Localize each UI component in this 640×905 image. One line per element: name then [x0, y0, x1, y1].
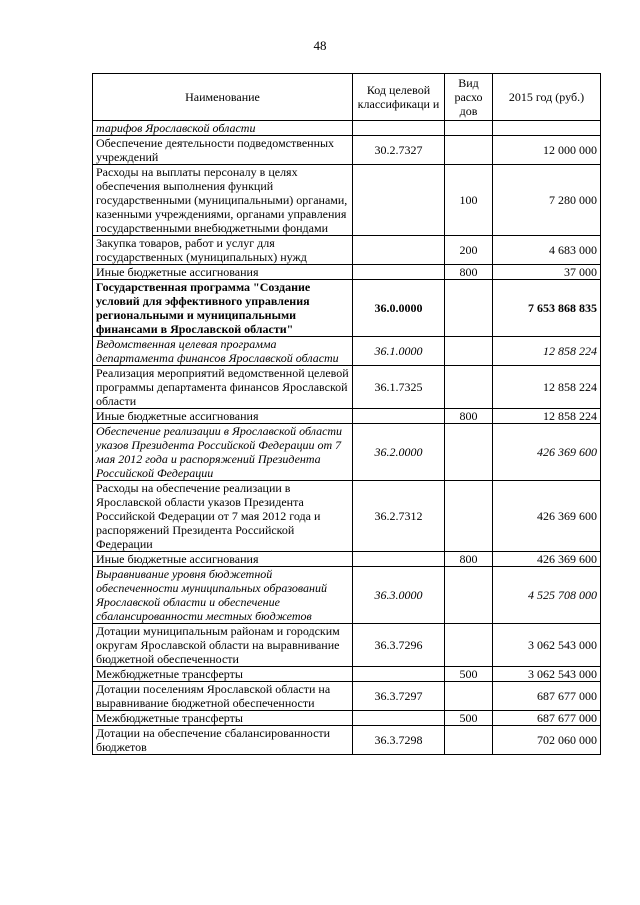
row-code-cell: 36.2.7312 — [353, 481, 445, 552]
page-number: 48 — [313, 38, 327, 53]
table-row — [93, 165, 601, 236]
row-sum-cell: 702 060 000 — [493, 726, 601, 755]
row-type-cell: 500 — [445, 711, 493, 726]
row-sum-cell: 12 000 000 — [493, 136, 601, 165]
table-row — [93, 682, 601, 711]
row-type-cell — [445, 121, 493, 136]
row-type-cell — [445, 366, 493, 409]
row-name-cell: Иные бюджетные ассигнования — [93, 552, 353, 567]
table-row — [93, 424, 601, 481]
table-row — [93, 726, 601, 755]
table-row — [93, 711, 601, 726]
table-row — [93, 409, 601, 424]
row-name-cell: Государственная программа "Создание условий для эффективного управления региональными и муниципальными финансами в Ярославской области" — [93, 280, 353, 337]
row-type-cell — [445, 424, 493, 481]
row-name-cell: тарифов Ярославской области — [93, 121, 353, 136]
row-type-cell: 100 — [445, 165, 493, 236]
row-type-cell — [445, 567, 493, 624]
row-name-cell: Дотации муниципальным районам и городским округам Ярославской области на выравнивание бюджетной обеспеченности — [93, 624, 353, 667]
row-name-cell: Закупка товаров, работ и услуг для государственных (муниципальных) нужд — [93, 236, 353, 265]
row-code-cell: 36.1.0000 — [353, 337, 445, 366]
row-code-cell: 36.3.7298 — [353, 726, 445, 755]
row-code-cell: 36.0.0000 — [353, 280, 445, 337]
row-type-cell: 500 — [445, 667, 493, 682]
table-row — [93, 567, 601, 624]
row-type-cell: 800 — [445, 265, 493, 280]
table-header-row — [93, 74, 601, 121]
row-name-cell: Расходы на выплаты персоналу в целях обеспечения выполнения функций государственными (муниципальными) органами, казенными учреждениями, органами управления государственными внебюджетными фондами — [93, 165, 353, 236]
row-sum-cell: 7 653 868 835 — [493, 280, 601, 337]
row-type-cell — [445, 726, 493, 755]
row-name-cell: Дотации на обеспечение сбалансированности бюджетов — [93, 726, 353, 755]
row-sum-cell: 426 369 600 — [493, 481, 601, 552]
row-sum-cell: 3 062 543 000 — [493, 624, 601, 667]
table-row — [93, 624, 601, 667]
row-code-cell: 36.3.7296 — [353, 624, 445, 667]
row-code-cell — [353, 667, 445, 682]
row-code-cell — [353, 711, 445, 726]
row-code-cell — [353, 409, 445, 424]
table-row — [93, 481, 601, 552]
row-sum-cell: 7 280 000 — [493, 165, 601, 236]
table-body — [93, 121, 601, 755]
row-sum-cell — [493, 121, 601, 136]
header-code: Код целевой классификаци и — [353, 74, 445, 121]
row-type-cell — [445, 682, 493, 711]
row-type-cell — [445, 337, 493, 366]
row-name-cell: Межбюджетные трансферты — [93, 667, 353, 682]
row-sum-cell: 4 683 000 — [493, 236, 601, 265]
row-code-cell — [353, 165, 445, 236]
row-sum-cell: 3 062 543 000 — [493, 667, 601, 682]
row-sum-cell: 37 000 — [493, 265, 601, 280]
table-row — [93, 366, 601, 409]
table-row — [93, 236, 601, 265]
row-code-cell: 36.1.7325 — [353, 366, 445, 409]
row-name-cell: Выравнивание уровня бюджетной обеспеченности муниципальных образований Ярославской области и обеспечение сбалансированности местных бюджетов — [93, 567, 353, 624]
row-code-cell: 36.2.0000 — [353, 424, 445, 481]
row-name-cell: Межбюджетные трансферты — [93, 711, 353, 726]
row-type-cell: 200 — [445, 236, 493, 265]
row-sum-cell: 12 858 224 — [493, 337, 601, 366]
header-name: Наименование — [93, 74, 353, 121]
row-code-cell: 36.3.0000 — [353, 567, 445, 624]
header-sum: 2015 год (руб.) — [493, 74, 601, 121]
row-name-cell: Дотации поселениям Ярославской области на выравнивание бюджетной обеспеченности — [93, 682, 353, 711]
row-sum-cell: 12 858 224 — [493, 409, 601, 424]
table-row — [93, 136, 601, 165]
row-sum-cell: 426 369 600 — [493, 552, 601, 567]
row-sum-cell: 4 525 708 000 — [493, 567, 601, 624]
row-name-cell: Ведомственная целевая программа департамента финансов Ярославской области — [93, 337, 353, 366]
row-sum-cell: 426 369 600 — [493, 424, 601, 481]
table-row — [93, 265, 601, 280]
row-code-cell: 36.3.7297 — [353, 682, 445, 711]
header-type: Вид расхо дов — [445, 74, 493, 121]
row-name-cell: Иные бюджетные ассигнования — [93, 265, 353, 280]
row-code-cell: 30.2.7327 — [353, 136, 445, 165]
table-row — [93, 667, 601, 682]
row-code-cell — [353, 552, 445, 567]
row-code-cell — [353, 236, 445, 265]
row-name-cell: Реализация мероприятий ведомственной целевой программы департамента финансов Ярославской области — [93, 366, 353, 409]
row-type-cell: 800 — [445, 409, 493, 424]
row-name-cell: Иные бюджетные ассигнования — [93, 409, 353, 424]
row-type-cell — [445, 136, 493, 165]
row-code-cell — [353, 265, 445, 280]
row-name-cell: Обеспечение реализации в Ярославской области указов Президента Российской Федерации от 7 мая 2012 года и распоряжений Президента Российской Федерации — [93, 424, 353, 481]
row-sum-cell: 12 858 224 — [493, 366, 601, 409]
table-row — [93, 121, 601, 136]
table-row — [93, 552, 601, 567]
budget-table — [92, 73, 601, 755]
table-row — [93, 280, 601, 337]
row-type-cell: 800 — [445, 552, 493, 567]
row-type-cell — [445, 481, 493, 552]
table-row — [93, 337, 601, 366]
row-name-cell: Обеспечение деятельности подведомственных учреждений — [93, 136, 353, 165]
row-name-cell: Расходы на обеспечение реализации в Ярославской области указов Президента Российской Федерации от 7 мая 2012 года и распоряжений Президента Российской Федерации — [93, 481, 353, 552]
row-sum-cell: 687 677 000 — [493, 682, 601, 711]
row-type-cell — [445, 280, 493, 337]
row-type-cell — [445, 624, 493, 667]
row-sum-cell: 687 677 000 — [493, 711, 601, 726]
row-code-cell — [353, 121, 445, 136]
